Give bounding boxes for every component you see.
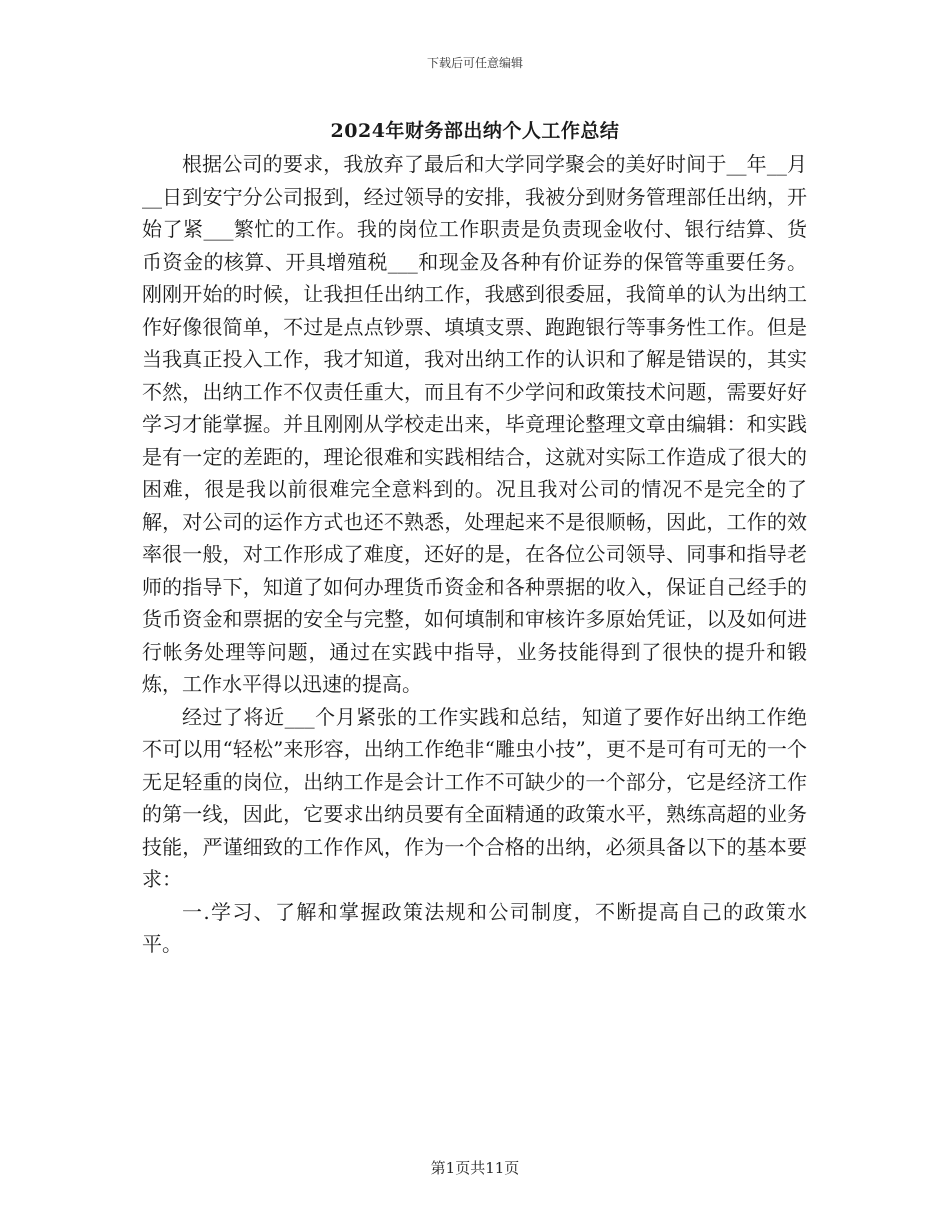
paragraph-2: 经过了将近___个月紧张的工作实践和总结，知道了要作好出纳工作绝不可以用“轻松”来形容，出纳工作绝非“雕虫小技”，更不是可有可无的一个无足轻重的岗位，出纳工作是会计工作不可缺少的一个部分，它是经济工作的第一线，因此，它要求出纳员要有全面精通的政策水平，熟练高超的业务技能，严谨细致的工作作风，作为一个合格的出纳，必须具备以下的基本要求： xyxy=(142,704,807,891)
header-note: 下载后可任意编辑 xyxy=(426,56,523,70)
paragraph-1: 根据公司的要求，我放弃了最后和大学同学聚会的美好时间于__年__月__日到安宁分公司报到，经过领导的安排，我被分到财务管理部任出纳，开始了紧___繁忙的工作。我的岗位工作职责是负责现金收付、银行结算、货币资金的核算、开具增殖税___和现金及各种有价证券的保管等重要任务。刚刚开始的时候，让我担任出纳工作，我感到很委屈，我简单的认为出纳工作好像很简单，不过是点点钞票、填填支票、跑跑银行等事务性工作。但是当我真正投入工作，我才知道，我对出纳工作的认识和了解是错误的，其实不然，出纳工作不仅责任重大，而且有不少学问和政策技术问题，需要好好学习才能掌握。并且刚刚从学校走出来，毕竟理论整理文章由编辑：和实践是有一定的差距的，理论很难和实践相结合，这就对实际工作造成了很大的困难，很是我以前很难完全意料到的。况且我对公司的情况不是完全的了解，对公司的运作方式也还不熟悉，处理起来不是很顺畅，因此，工作的效率很一般，对工作形成了难度，还好的是，在各位公司领导、同事和指导老师的指导下，知道了如何办理货币资金和各种票据的收入，保证自己经手的货币资金和票据的安全与完整，如何填制和审核许多原始凭证，以及如何进行帐务处理等问题，通过在实践中指导，业务技能得到了很快的提升和锻炼，工作水平得以迅速的提高。 xyxy=(142,152,807,696)
paragraph-3: 一.学习、了解和掌握政策法规和公司制度，不断提高自己的政策水平。 xyxy=(142,899,807,956)
document-body xyxy=(142,148,807,961)
page-number: 第1页共11页 xyxy=(430,1159,520,1177)
document-title: 2024年财务部出纳个人工作总结 xyxy=(330,120,620,142)
